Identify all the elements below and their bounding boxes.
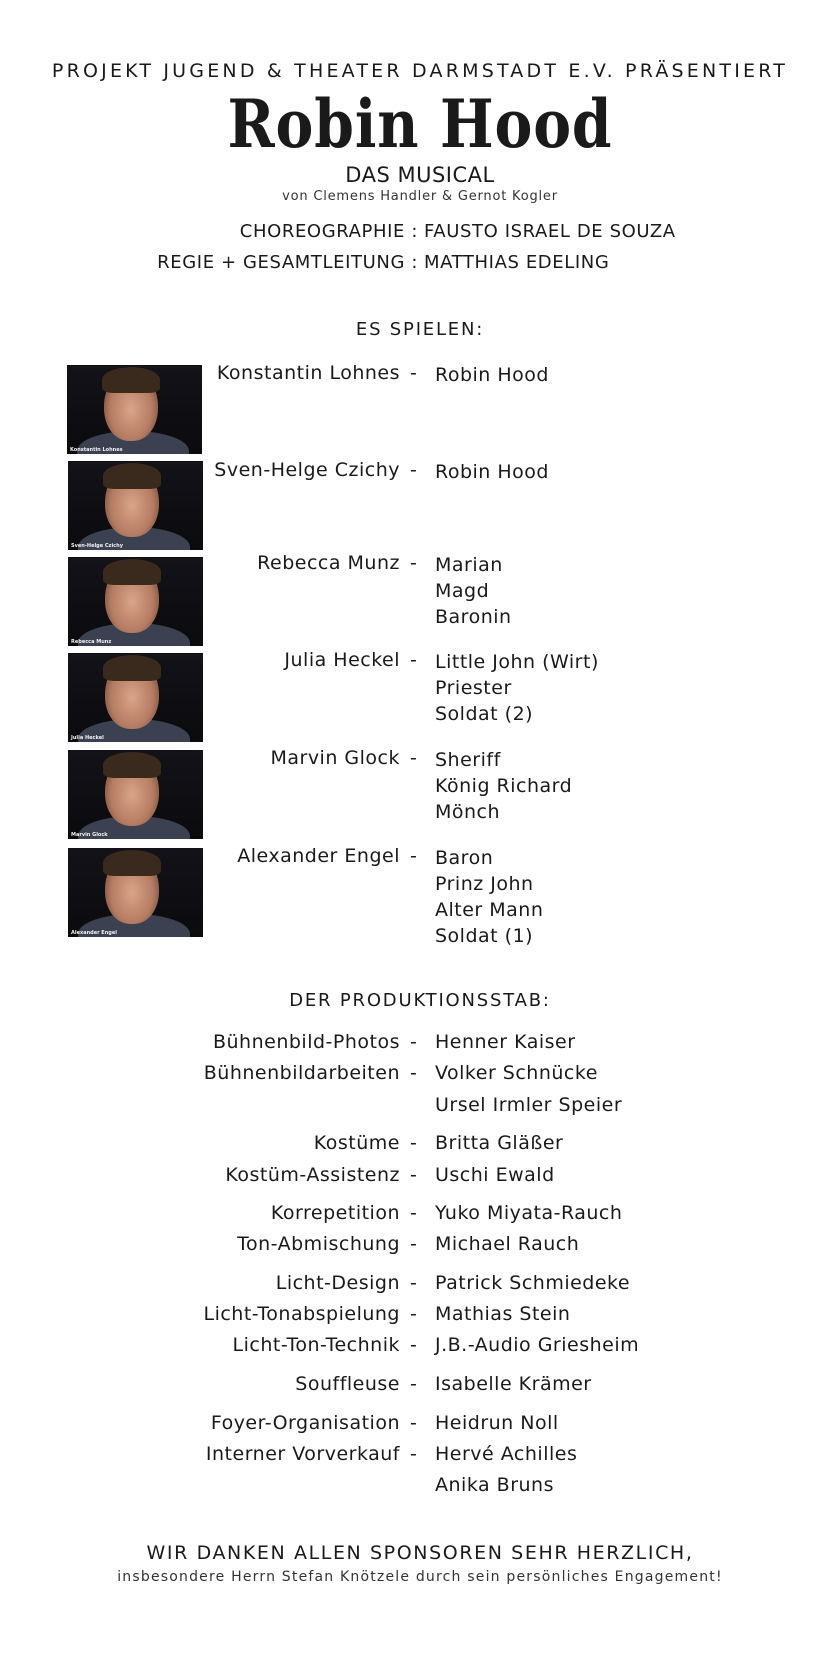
- crew-label: Licht-Ton-Technik: [232, 1334, 400, 1356]
- crew-value: Mathias Stein: [435, 1303, 571, 1325]
- separator: -: [410, 1031, 418, 1053]
- separator: -: [410, 649, 418, 671]
- cast-roles: [435, 649, 599, 727]
- separator: -: [410, 845, 418, 867]
- choreography-label: CHOREOGRAPHIE :: [239, 221, 418, 242]
- presenter-line: PROJEKT JUGEND & THEATER DARMSTADT E.V. PRÄSENTIERT: [51, 60, 789, 82]
- cast-role: Baronin: [435, 606, 512, 628]
- separator: -: [410, 1202, 418, 1224]
- separator: -: [410, 1164, 418, 1186]
- cast-photo: [68, 557, 203, 646]
- photo-caption: Alexander Engel: [71, 930, 117, 936]
- cast-role: Prinz John: [435, 873, 534, 895]
- crew-value: Henner Kaiser: [435, 1031, 576, 1053]
- cast-photo: [68, 750, 203, 839]
- cast-name: Rebecca Munz: [257, 552, 400, 574]
- separator: -: [410, 747, 418, 769]
- crew-value: Anika Bruns: [435, 1474, 554, 1496]
- separator: -: [410, 1412, 418, 1434]
- crew-label: Kostüme: [313, 1132, 400, 1154]
- cast-role: Sheriff: [435, 749, 501, 771]
- cast-roles: [435, 747, 572, 825]
- crew-value: Volker Schnücke: [435, 1062, 598, 1084]
- crew-value: Britta Gläßer: [435, 1132, 564, 1154]
- photo-hair: [103, 752, 161, 778]
- cast-photo: [68, 461, 203, 550]
- crew-label: Bühnenbild-Photos: [212, 1031, 400, 1053]
- separator: -: [410, 1334, 418, 1356]
- cast-roles: [435, 459, 549, 485]
- separator: -: [410, 1373, 418, 1395]
- crew-label: Licht-Design: [275, 1272, 400, 1294]
- crew-value: Heidrun Noll: [435, 1412, 559, 1434]
- cast-role: Magd: [435, 580, 490, 602]
- cast-photo: [68, 653, 203, 742]
- crew-value: Hervé Achilles: [435, 1443, 578, 1465]
- separator: -: [410, 1062, 418, 1084]
- cast-role: Soldat (1): [435, 925, 534, 947]
- crew-label: Foyer-Organisation: [210, 1412, 400, 1434]
- cast-role: Alter Mann: [435, 899, 544, 921]
- sponsor-thanks: WIR DANKEN ALLEN SPONSOREN SEHR HERZLICH,: [146, 1542, 694, 1564]
- cast-roles: [435, 552, 512, 630]
- crew-value: Uschi Ewald: [435, 1164, 555, 1186]
- cast-role: Mönch: [435, 801, 501, 823]
- crew-value: Isabelle Krämer: [435, 1373, 592, 1395]
- cast-role: Priester: [435, 677, 512, 699]
- separator: -: [410, 552, 418, 574]
- cast-roles: [435, 845, 543, 949]
- cast-role: Robin Hood: [435, 461, 549, 483]
- sponsor-thanks-detail: insbesondere Herrn Stefan Knötzele durch sein persönliches Engagement!: [117, 1569, 723, 1585]
- crew-label: Souffleuse: [295, 1373, 400, 1395]
- crew-value: J.B.-Audio Griesheim: [435, 1334, 640, 1356]
- cast-photo: [68, 848, 203, 937]
- separator: -: [410, 1303, 418, 1325]
- crew-label: Licht-Tonabspielung: [203, 1303, 400, 1325]
- cast-role: König Richard: [435, 775, 573, 797]
- direction-value: MATTHIAS EDELING: [424, 252, 610, 273]
- cast-role: Marian: [435, 554, 503, 576]
- show-authors: von Clemens Handler & Gernot Kogler: [282, 189, 558, 204]
- cast-roles: [435, 362, 549, 388]
- cast-name: Konstantin Lohnes: [216, 362, 400, 384]
- cast-role: Baron: [435, 847, 494, 869]
- crew-label: Kostüm-Assistenz: [225, 1164, 400, 1186]
- photo-caption: Rebecca Munz: [71, 639, 112, 645]
- choreography-value: FAUSTO ISRAEL DE SOUZA: [424, 221, 676, 242]
- separator: -: [410, 1132, 418, 1154]
- photo-caption: Konstantin Lohnes: [70, 447, 123, 453]
- photo-caption: Julia Heckel: [71, 735, 104, 741]
- crew-value: Ursel Irmler Speier: [435, 1094, 623, 1116]
- crew-label: Korrepetition: [270, 1202, 400, 1224]
- separator: -: [410, 1443, 418, 1465]
- cast-role: Soldat (2): [435, 703, 534, 725]
- photo-hair: [103, 559, 161, 585]
- cast-heading: ES SPIELEN:: [355, 319, 485, 340]
- crew-value: Patrick Schmiedeke: [435, 1272, 631, 1294]
- separator: -: [410, 362, 418, 384]
- cast-name: Alexander Engel: [237, 845, 400, 867]
- photo-hair: [103, 655, 161, 681]
- cast-name: Sven-Helge Czichy: [214, 459, 400, 481]
- photo-caption: Marvin Glock: [71, 832, 108, 838]
- crew-label: Bühnenbildarbeiten: [203, 1062, 400, 1084]
- cast-role: Little John (Wirt): [435, 651, 599, 673]
- crew-label: Interner Vorverkauf: [205, 1443, 400, 1465]
- separator: -: [410, 1233, 418, 1255]
- direction-label: REGIE + GESAMTLEITUNG :: [157, 252, 418, 273]
- show-subtitle: DAS MUSICAL: [345, 163, 495, 187]
- photo-hair: [102, 367, 160, 393]
- crew-label: Ton-Abmischung: [237, 1233, 400, 1255]
- crew-heading: DER PRODUKTIONSSTAB:: [289, 990, 551, 1011]
- photo-hair: [103, 850, 161, 876]
- cast-name: Julia Heckel: [284, 649, 400, 671]
- cast-photo: [67, 365, 202, 454]
- crew-value: Michael Rauch: [435, 1233, 580, 1255]
- cast-name: Marvin Glock: [270, 747, 400, 769]
- photo-hair: [103, 463, 161, 489]
- cast-role: Robin Hood: [435, 364, 549, 386]
- separator: -: [410, 1272, 418, 1294]
- separator: -: [410, 459, 418, 481]
- photo-caption: Sven-Helge Czichy: [71, 543, 123, 549]
- crew-value: Yuko Miyata-Rauch: [435, 1202, 623, 1224]
- show-title: Robin Hood: [227, 85, 613, 163]
